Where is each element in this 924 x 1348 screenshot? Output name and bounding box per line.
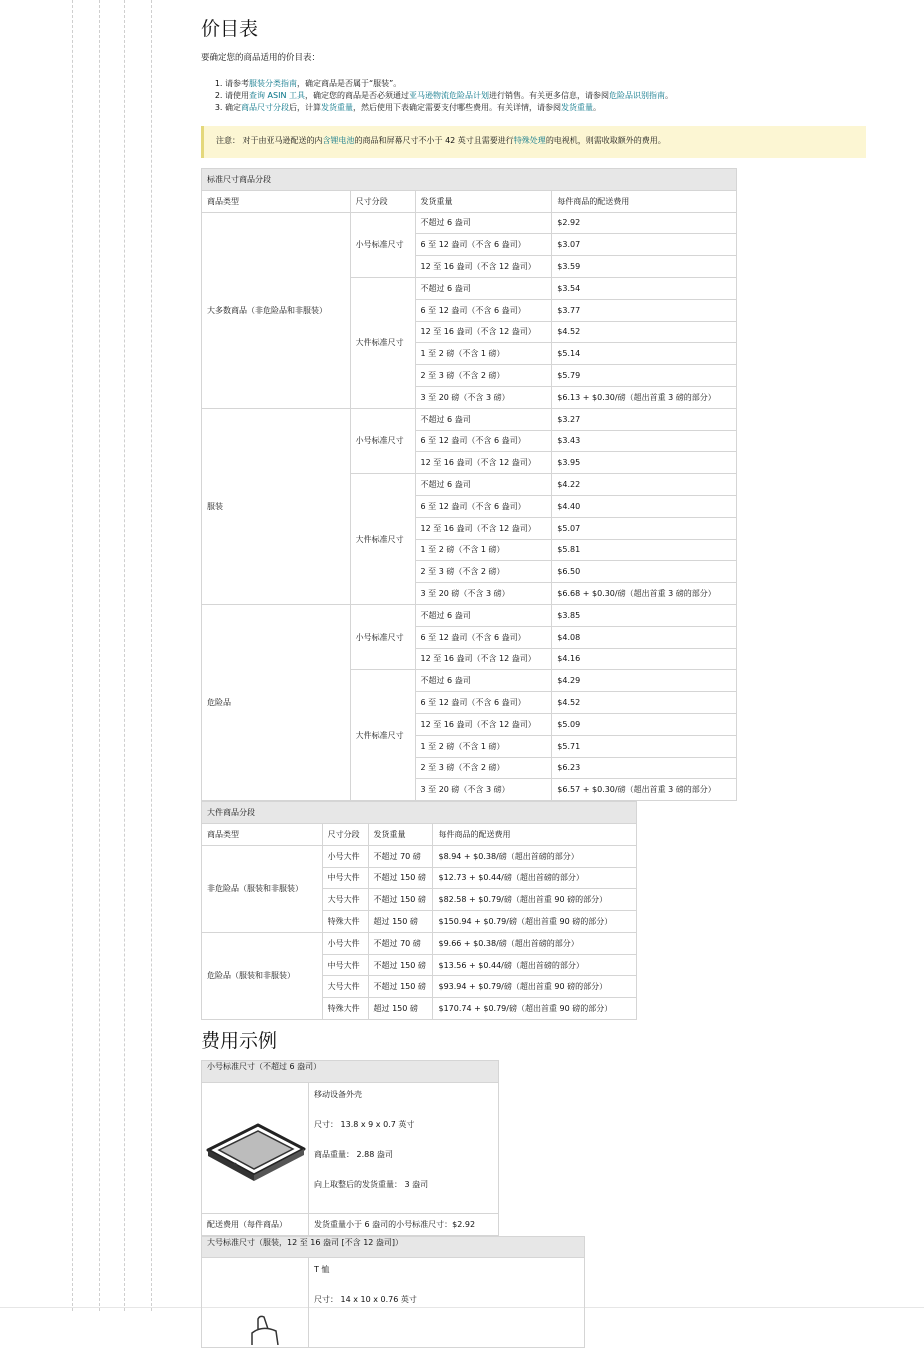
- fee-cell: $3.77: [552, 299, 737, 321]
- product-type-cell: 危险品: [202, 604, 351, 800]
- weight-cell: 12 至 16 盎司（不含 12 盎司）: [415, 321, 552, 343]
- example-dimensions: 尺寸： 13.8 x 9 x 0.7 英寸: [314, 1119, 415, 1129]
- weight-cell: 6 至 12 盎司（不含 6 盎司）: [415, 495, 552, 517]
- product-type-cell: 大多数商品（非危险品和非服装）: [202, 212, 351, 408]
- weight-cell: 12 至 16 盎司（不含 12 盎司）: [415, 517, 552, 539]
- size-tier-cell: 大件标准尺寸: [350, 670, 415, 801]
- size-tier-cell: 小号标准尺寸: [350, 604, 415, 669]
- apparel-guide-link[interactable]: 服装分类指南: [249, 79, 297, 88]
- fee-cell: $5.09: [552, 713, 737, 735]
- weight-cell: 1 至 2 磅（不含 1 磅）: [415, 735, 552, 757]
- layout-guide-line: [124, 0, 125, 1311]
- fee-cell: $6.50: [552, 561, 737, 583]
- dangerous-goods-program-link[interactable]: 亚马逊物流危险品计划: [408, 91, 489, 100]
- layout-guide-line: [72, 0, 73, 1311]
- fee-cell: $6.68 + $0.30/磅（超出首重 3 磅的部分）: [552, 583, 737, 605]
- column-header: 每件商品的配送费用: [552, 190, 737, 212]
- step-item: 2. 请使用查询 ASIN 工具，确定您的商品是否必须通过亚马逊物流危险品计划进行销售。有关更多信息，请参阅危险品识别指南。: [225, 90, 861, 102]
- table-row: [202, 845, 637, 867]
- example-caption: 小号标准尺寸（不超过 6 盎司）: [202, 1061, 499, 1083]
- fee-cell: $4.52: [552, 692, 737, 714]
- weight-cell: 12 至 16 盎司（不含 12 盎司）: [415, 648, 552, 670]
- fee-cell: $5.71: [552, 735, 737, 757]
- example-ship-weight: 向上取整后的发货重量： 3 盎司: [314, 1179, 429, 1189]
- weight-cell: 超过 150 磅: [368, 911, 433, 933]
- weight-cell: 不超过 70 磅: [368, 845, 433, 867]
- table-row: [202, 408, 737, 430]
- size-tier-cell: 小号大件: [322, 845, 368, 867]
- layout-guide-line: [151, 0, 152, 1311]
- example-weight: 商品重量： 2.88 盎司: [314, 1149, 393, 1159]
- column-header: 商品类型: [202, 190, 351, 212]
- fee-cell: $150.94 + $0.79/磅（超出首重 90 磅的部分）: [433, 911, 637, 933]
- main-content: [201, 16, 861, 1348]
- weight-cell: 3 至 20 磅（不含 3 磅）: [415, 779, 552, 801]
- tablet-case-illustration: [202, 1083, 308, 1213]
- fee-cell: $12.73 + $0.44/磅（超出首磅的部分）: [433, 867, 637, 889]
- weight-cell: 不超过 6 盎司: [415, 670, 552, 692]
- fee-cell: $6.23: [552, 757, 737, 779]
- fee-cell: $6.13 + $0.30/磅（超出首重 3 磅的部分）: [552, 386, 737, 408]
- product-type-cell: 服装: [202, 408, 351, 604]
- column-header: 尺寸分段: [322, 823, 368, 845]
- fee-cell: $2.92: [552, 212, 737, 234]
- weight-cell: 超过 150 磅: [368, 998, 433, 1020]
- weight-cell: 3 至 20 磅（不含 3 磅）: [415, 583, 552, 605]
- weight-cell: 6 至 12 盎司（不含 6 盎司）: [415, 430, 552, 452]
- examples-title: 费用示例: [201, 1030, 278, 1053]
- weight-cell: 不超过 150 磅: [368, 976, 433, 998]
- weight-cell: 不超过 70 磅: [368, 932, 433, 954]
- example-caption: 大号标准尺寸（服装，12 至 16 盎司 [不含 12 盎司]）: [202, 1236, 585, 1258]
- weight-cell: 2 至 3 磅（不含 2 磅）: [415, 365, 552, 387]
- fee-cell: $4.08: [552, 626, 737, 648]
- dangerous-goods-guide-link[interactable]: 危险品识别指南: [608, 91, 665, 100]
- size-tier-link[interactable]: 商品尺寸分段: [241, 103, 289, 112]
- table-row: [202, 212, 737, 234]
- weight-cell: 2 至 3 磅（不含 2 磅）: [415, 757, 552, 779]
- example-small-standard: [201, 1060, 499, 1236]
- weight-cell: 6 至 12 盎司（不含 6 盎司）: [415, 299, 552, 321]
- example-large-standard: [201, 1236, 585, 1348]
- example-dimensions: 尺寸： 14 x 10 x 0.76 英寸: [314, 1295, 417, 1305]
- weight-cell: 1 至 2 磅（不含 1 磅）: [415, 539, 552, 561]
- fee-cell: $3.59: [552, 256, 737, 278]
- weight-cell: 1 至 2 磅（不含 1 磅）: [415, 343, 552, 365]
- size-tier-cell: 大号大件: [322, 889, 368, 911]
- shipping-weight-link[interactable]: 发货重量: [321, 103, 353, 112]
- weight-cell: 12 至 16 盎司（不含 12 盎司）: [415, 452, 552, 474]
- size-tier-cell: 小号标准尺寸: [350, 212, 415, 277]
- fee-cell: $5.81: [552, 539, 737, 561]
- fee-cell: $82.58 + $0.79/磅（超出首重 90 磅的部分）: [433, 889, 637, 911]
- size-tier-cell: 大件标准尺寸: [350, 277, 415, 408]
- fee-cell: $4.52: [552, 321, 737, 343]
- fee-cell: $13.56 + $0.44/磅（超出首磅的部分）: [433, 954, 637, 976]
- fee-cell: $3.07: [552, 234, 737, 256]
- shipping-weight-details-link[interactable]: 发货重量: [561, 103, 593, 112]
- fee-cell: $4.29: [552, 670, 737, 692]
- example-image-cell: [202, 1082, 309, 1213]
- size-tier-cell: 特殊大件: [322, 911, 368, 933]
- weight-cell: 不超过 6 盎司: [415, 277, 552, 299]
- note-callout: 注意： 对于由亚马逊配送的内含锂电池的商品和屏幕尺寸不小于 42 英寸且需要进行特殊处理的电视机，则需收取额外的费用。: [201, 126, 866, 158]
- lithium-battery-link[interactable]: 含锂电池: [322, 136, 355, 145]
- weight-cell: 不超过 150 磅: [368, 954, 433, 976]
- size-tier-cell: 大件标准尺寸: [350, 474, 415, 605]
- fee-cell: $4.16: [552, 648, 737, 670]
- column-header: 商品类型: [202, 823, 323, 845]
- intro-text: 要确定您的商品适用的价目表：: [201, 53, 321, 63]
- fee-cell: $3.85: [552, 604, 737, 626]
- weight-cell: 不超过 6 盎司: [415, 212, 552, 234]
- example-item-name: T 恤: [314, 1265, 330, 1275]
- tshirt-illustration: [202, 1285, 308, 1345]
- fee-cell: $170.74 + $0.79/磅（超出首重 90 磅的部分）: [433, 998, 637, 1020]
- weight-cell: 不超过 150 磅: [368, 889, 433, 911]
- fee-cell: $5.07: [552, 517, 737, 539]
- fee-cell: $93.94 + $0.79/磅（超出首重 90 磅的部分）: [433, 976, 637, 998]
- table-row: [202, 932, 637, 954]
- weight-cell: 6 至 12 盎司（不含 6 盎司）: [415, 234, 552, 256]
- fee-cell: $3.54: [552, 277, 737, 299]
- product-type-cell: 非危险品（服装和非服装）: [202, 845, 323, 932]
- weight-cell: 2 至 3 磅（不含 2 磅）: [415, 561, 552, 583]
- column-header: 每件商品的配送费用: [433, 823, 637, 845]
- fee-cell: $4.22: [552, 474, 737, 496]
- special-handling-link[interactable]: 特殊处理: [513, 136, 546, 145]
- fee-cell: $9.66 + $0.38/磅（超出首磅的部分）: [433, 932, 637, 954]
- example-image-cell: [202, 1258, 309, 1348]
- section-title: 价目表: [201, 18, 259, 40]
- product-type-cell: 危险品（服装和非服装）: [202, 932, 323, 1019]
- weight-cell: 6 至 12 盎司（不含 6 盎司）: [415, 692, 552, 714]
- column-header: 发货重量: [368, 823, 433, 845]
- size-tier-cell: 特殊大件: [322, 998, 368, 1020]
- weight-cell: 不超过 150 磅: [368, 867, 433, 889]
- table-caption: 大件商品分段: [202, 802, 637, 824]
- example-details: [309, 1082, 499, 1213]
- table-caption: 标准尺寸商品分段: [202, 169, 737, 191]
- fee-value: 发货重量小于 6 盎司的小号标准尺寸：$2.92: [309, 1213, 499, 1235]
- standard-size-table: [201, 168, 737, 801]
- step-item: 3. 确定商品尺寸分段后，计算发货重量，然后使用下表确定需要支付哪些费用。有关详情，请参阅发货重量。: [225, 102, 861, 114]
- fee-label: 配送费用（每件商品）: [202, 1213, 309, 1235]
- fee-cell: $5.79: [552, 365, 737, 387]
- weight-cell: 6 至 12 盎司（不含 6 盎司）: [415, 626, 552, 648]
- asin-lookup-link[interactable]: 查询 ASIN 工具: [249, 91, 305, 100]
- weight-cell: 3 至 20 磅（不含 3 磅）: [415, 386, 552, 408]
- fee-cell: $5.14: [552, 343, 737, 365]
- weight-cell: 12 至 16 盎司（不含 12 盎司）: [415, 713, 552, 735]
- weight-cell: 12 至 16 盎司（不含 12 盎司）: [415, 256, 552, 278]
- size-tier-cell: 中号大件: [322, 867, 368, 889]
- fee-cell: $8.94 + $0.38/磅（超出首磅的部分）: [433, 845, 637, 867]
- fee-cell: $4.40: [552, 495, 737, 517]
- fee-cell: $3.27: [552, 408, 737, 430]
- fee-cell: $3.43: [552, 430, 737, 452]
- weight-cell: 不超过 6 盎司: [415, 604, 552, 626]
- weight-cell: 不超过 6 盎司: [415, 474, 552, 496]
- column-header: 尺寸分段: [350, 190, 415, 212]
- layout-guide-line: [99, 0, 100, 1311]
- step-item: 1. 请参考服装分类指南，确定商品是否属于“服装”。: [225, 78, 861, 90]
- column-header: 发货重量: [415, 190, 552, 212]
- example-details: [309, 1258, 585, 1348]
- size-tier-cell: 小号标准尺寸: [350, 408, 415, 473]
- table-row: [202, 604, 737, 626]
- example-item-name: 移动设备外壳: [314, 1089, 362, 1099]
- fee-cell: $6.57 + $0.30/磅（超出首重 3 磅的部分）: [552, 779, 737, 801]
- steps-list: [201, 78, 861, 114]
- size-tier-cell: 小号大件: [322, 932, 368, 954]
- weight-cell: 不超过 6 盎司: [415, 408, 552, 430]
- fee-cell: $3.95: [552, 452, 737, 474]
- oversize-table: [201, 801, 637, 1020]
- size-tier-cell: 大号大件: [322, 976, 368, 998]
- size-tier-cell: 中号大件: [322, 954, 368, 976]
